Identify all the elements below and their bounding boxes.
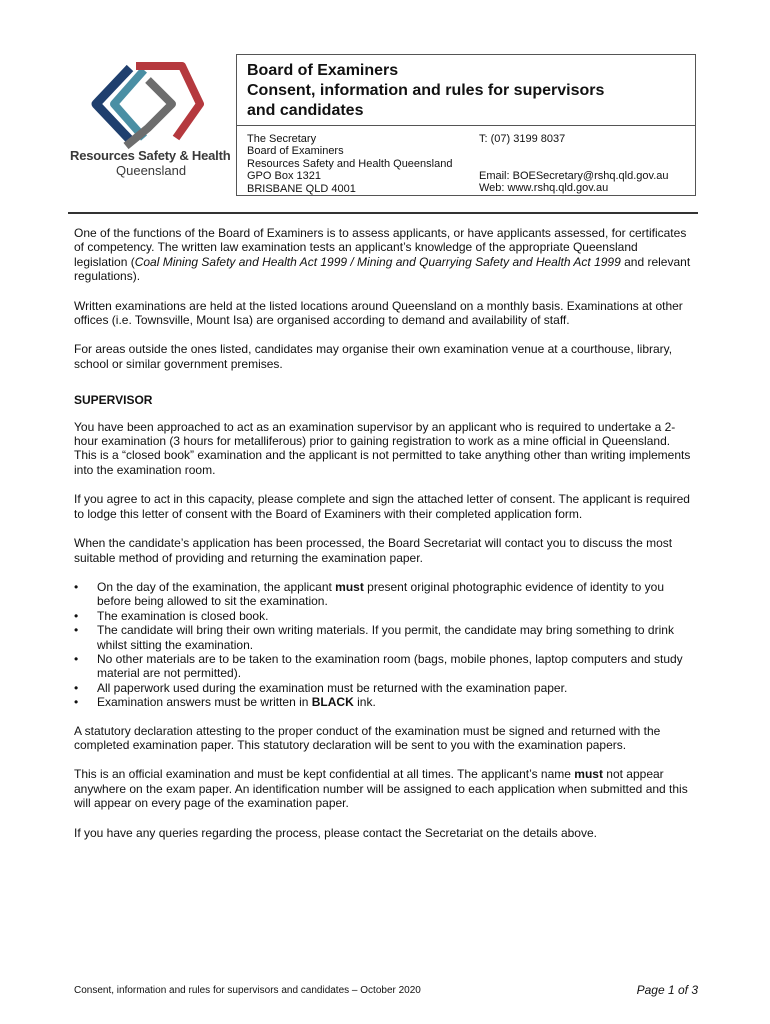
intro-p1-text: One of the functions of the Board of Examiners is to assess applicants, or have applicants assessed, for certificates of competency. The written law examination tests an applicant’s knowledge of the appropriate Queensland legislation (	[74, 226, 687, 269]
rule-emphasis: must	[335, 579, 364, 594]
bullet: •	[74, 623, 79, 638]
list-item	[74, 609, 694, 623]
logo-name-text: Resources Safety & Health	[70, 148, 231, 163]
list-item	[74, 695, 694, 709]
contact-details	[237, 126, 695, 196]
header-box	[236, 54, 696, 196]
list-item	[74, 623, 694, 652]
phone-number: T: (07) 3199 8037	[479, 133, 566, 145]
exam-rules-list	[74, 580, 694, 710]
confidential-text: This is an official examination and must be kept confidential at all times. The applicant’s name	[74, 767, 575, 782]
rule-text: Examination answers must be written in	[97, 695, 312, 710]
postal-address	[247, 133, 452, 195]
supervisor-paragraph-4: A statutory declaration attesting to the proper conduct of the examination must be signed and returned with the completed examination paper. This statutory declaration will be sent to you with the examination papers.	[74, 723, 661, 752]
rule-emphasis: BLACK	[311, 695, 354, 710]
logo-sub-text: Queensland	[116, 163, 187, 178]
rule-text: The examination is closed book.	[97, 608, 269, 623]
rule-text: No other materials are to be taken to the examination room (bags, mobile phones, laptop computers and study material are not permitted).	[97, 651, 683, 681]
document-body	[74, 226, 694, 855]
supervisor-paragraph-2: If you agree to act in this capacity, please complete and sign the attached letter of consent. The applicant is required to lodge this letter of consent with the Board of Examiners with their completed application form.	[74, 492, 690, 521]
page-number: Page 1 of 3	[636, 983, 698, 997]
intro-paragraph-3: For areas outside the ones listed, candidates may organise their own examination venue at a courthouse, library, school or similar government premises.	[74, 342, 673, 371]
supervisor-paragraph-3: When the candidate’s application has been processed, the Board Secretariat will contact you to discuss the most suitable method of providing and returning the examination paper.	[74, 536, 673, 565]
intro-paragraph-1	[74, 226, 694, 284]
email-address[interactable]: Email: BOESecretary@rshq.qld.gov.au	[479, 170, 669, 182]
header-titles	[237, 55, 695, 126]
title-line-2: Consent, information and rules for supervisors	[247, 82, 605, 99]
web-address[interactable]: Web: www.rshq.qld.gov.au	[479, 182, 609, 195]
supervisor-paragraph-6: If you have any queries regarding the process, please contact the Secretariat on the details above.	[74, 825, 597, 840]
title-line-3: and candidates	[247, 102, 364, 119]
footer-doc-title: Consent, information and rules for supervisors and candidates – October 2020	[74, 985, 421, 996]
bullet: •	[74, 579, 79, 594]
bullet: •	[74, 695, 79, 710]
supervisor-heading: SUPERVISOR	[74, 393, 153, 408]
rule-text-end: ink.	[353, 695, 376, 710]
online-contact	[479, 170, 669, 195]
intro-paragraph-2: Written examinations are held at the listed locations around Queensland on a monthly basis. Examinations at other offices (i.e. Townsville, Mount Isa) are organised according to demand and availability of staff.	[74, 298, 683, 328]
bullet: •	[74, 651, 79, 666]
bullet: •	[74, 680, 79, 695]
supervisor-paragraph-5	[74, 767, 694, 810]
title-line-1: Board of Examiners	[247, 62, 399, 79]
confidential-text-end: not appear anywhere on the exam paper. An identification number will be assigned to each application when submitted and this will appear on every page of the examination paper.	[74, 767, 688, 811]
rule-text: All paperwork used during the examination must be returned with the examination paper.	[97, 680, 568, 695]
confidential-emphasis: must	[574, 767, 603, 782]
supervisor-paragraph-1: You have been approached to act as an examination supervisor by an applicant who is required to undertake a 2-hour examination (3 hours for metalliferous) prior to gaining registration to work as a mine official in Queensland. This is a “closed book” examination and the applicant is not permitted to take anything other than writing implements into the examination room.	[74, 419, 691, 477]
rule-text: On the day of the examination, the applicant	[97, 579, 336, 594]
address-line: Resources Safety and Health Queensland	[247, 157, 453, 170]
address-line: Board of Examiners	[247, 145, 344, 158]
bullet: •	[74, 608, 79, 623]
intro-p1-text-end: and relevant regulations).	[74, 254, 691, 284]
list-item	[74, 681, 694, 695]
emblem-grey-stroke	[126, 80, 172, 146]
address-line: The Secretary	[247, 133, 317, 145]
rshq-emblem-icon	[86, 62, 204, 150]
rule-text: The candidate will bring their own writing materials. If you permit, the candidate may bring something to drink whilst sitting the examination.	[97, 623, 674, 652]
legislation-title: Coal Mining Safety and Health Act 1999 / Mining and Quarrying Safety and Health Act 1999	[134, 254, 621, 269]
address-line: BRISBANE QLD 4001	[247, 182, 356, 195]
header-divider	[68, 212, 698, 214]
rule-text-end: present original photographic evidence of identity to you before being allowed to sit the examination.	[97, 579, 665, 609]
list-item	[74, 580, 694, 609]
list-item	[74, 652, 694, 681]
rshq-logo	[68, 62, 231, 180]
address-line: GPO Box 1321	[247, 170, 321, 183]
